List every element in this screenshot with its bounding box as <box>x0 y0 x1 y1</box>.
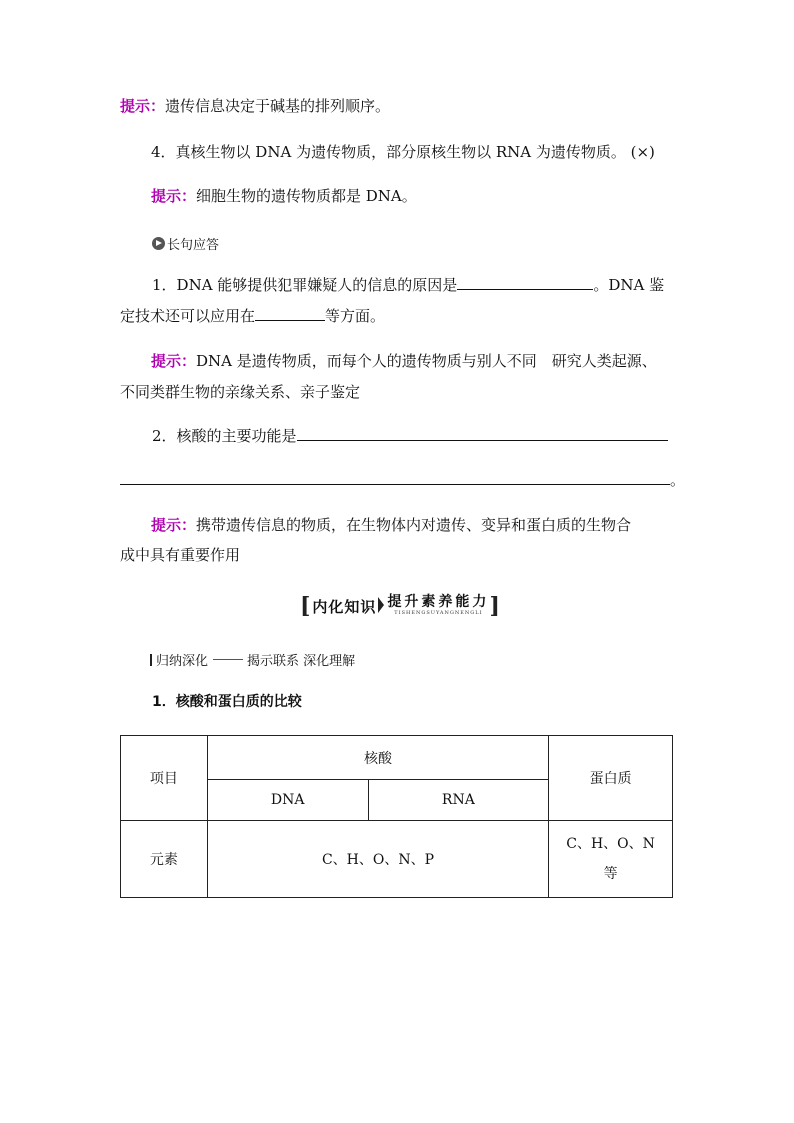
question-1-line-2 <box>120 306 385 326</box>
question-text: 定技术还可以应用在 <box>120 307 256 325</box>
answer-1-line-2: 不同类群生物的亲缘关系、亲子鉴定 <box>120 383 361 401</box>
answer-1-line-1 <box>151 351 657 371</box>
header-rna: RNA <box>368 780 549 821</box>
hint-label: 提示： <box>151 187 197 205</box>
protein-elements <box>549 821 673 898</box>
question-2-line-1 <box>152 426 668 446</box>
question-text: 等方面。 <box>325 307 386 325</box>
hint-text: DNA 是遗传物质，而每个人的遗传物质与别人不同 研究人类起源、 <box>196 352 657 370</box>
answer-blank <box>255 306 325 321</box>
section-heading: 1．核酸和蛋白质的比较 <box>152 694 302 710</box>
header-dna: DNA <box>207 780 368 821</box>
hint-label: 提示： <box>151 516 197 534</box>
hint-line-2 <box>151 186 417 206</box>
answer-blank <box>120 470 670 485</box>
bracket-open: [ <box>300 593 311 619</box>
hint-line-1 <box>120 96 390 116</box>
hint-text: 携带遗传信息的物质，在生物体内对遗传、变异和蛋白质的生物合 <box>196 516 632 534</box>
section-long-answer <box>152 234 219 253</box>
row-element-label: 元素 <box>121 821 208 898</box>
banner-part2: 提升素养能力 <box>387 594 490 610</box>
banner-part1: 内化知识 <box>312 598 377 616</box>
header-protein: 蛋白质 <box>549 736 673 821</box>
play-icon <box>152 237 165 250</box>
section-label: 长句应答 <box>167 238 220 253</box>
protein-elements-line2: 等 <box>603 866 618 882</box>
banner-pinyin: TISHENGSUYANGNENGLI <box>394 610 483 616</box>
section-banner <box>300 595 500 617</box>
hint-label: 提示： <box>120 97 166 115</box>
bar-icon <box>150 654 152 666</box>
induct-header <box>150 650 355 669</box>
chevron-right-icon <box>378 597 384 613</box>
banner-part2-wrap <box>387 595 489 617</box>
nucleic-acid-elements: C、H、O、N、P <box>207 821 548 898</box>
question-2-line-2 <box>120 470 685 490</box>
dash-divider <box>213 659 243 660</box>
answer-blank <box>457 275 593 290</box>
induct-subtitle: 揭示联系 深化理解 <box>247 654 356 669</box>
hint-label: 提示： <box>151 352 197 370</box>
header-nucleic-acid: 核酸 <box>207 736 548 780</box>
question-text: 。 <box>670 471 686 489</box>
question-text: 。DNA 鉴 <box>593 276 665 294</box>
question-1-line-1 <box>152 275 664 295</box>
statement-4: 4．真核生物以 DNA 为遗传物质，部分原核生物以 RNA 为遗传物质。 (×) <box>151 143 655 161</box>
header-item: 项目 <box>121 736 208 821</box>
protein-elements-line1: C、H、O、N <box>566 836 655 852</box>
question-text: 1．DNA 能够提供犯罪嫌疑人的信息的原因是 <box>152 276 458 294</box>
answer-blank <box>297 426 668 441</box>
answer-2-line-2: 成中具有重要作用 <box>120 546 241 564</box>
hint-text: 遗传信息决定于碱基的排列顺序。 <box>165 97 391 115</box>
question-text: 2．核酸的主要功能是 <box>152 427 297 445</box>
bracket-close: ] <box>489 593 500 619</box>
answer-2-line-1 <box>151 515 631 535</box>
comparison-table <box>120 735 673 898</box>
induct-title: 归纳深化 <box>156 654 209 669</box>
hint-text: 细胞生物的遗传物质都是 DNA。 <box>196 187 417 205</box>
